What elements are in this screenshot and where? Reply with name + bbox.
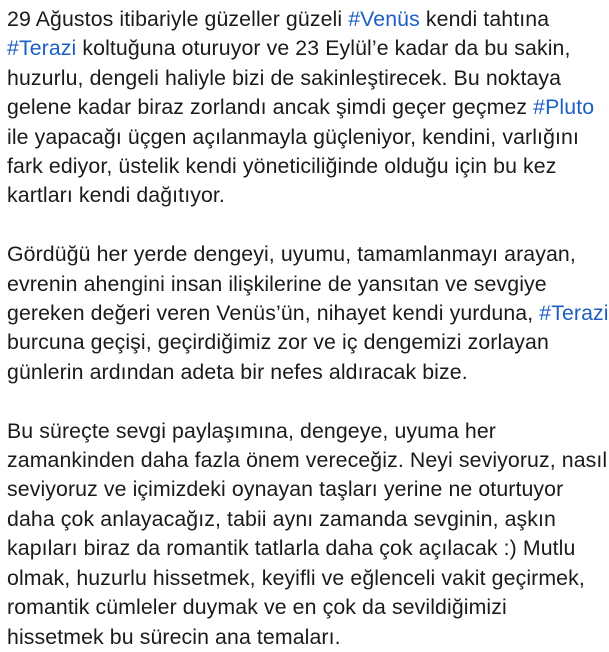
hashtag-terazi[interactable]: #Terazi (7, 36, 77, 61)
text-line: Gördüğü her yerde dengeyi, uyumu, tamamlanmayı arayan, (7, 242, 576, 267)
text-line: 29 Ağustos itibariyle güzeller güzeli #Venüs kendi tahtına (7, 7, 550, 31)
text-line: hissetmek bu sürecin ana temaları. (7, 624, 341, 649)
text-line: günlerin ardından adeta bir nefes aldıracak bize. (7, 359, 468, 384)
text-line: #Terazi koltuğuna oturuyor ve 23 Eylül’e kadar da bu sakin, (7, 36, 571, 61)
text-line: seviyoruz ve içimizdeki oynayan taşları yerine ne oturtuyor (7, 477, 564, 502)
text-line: romantik cümleler duymak ve en çok da sevildiğimizi (7, 595, 507, 620)
text-line: kartları kendi dağıtıyor. (7, 183, 225, 208)
text-line: fark ediyor, üstelik kendi yöneticiliğinde olduğu için bu kez (7, 154, 557, 179)
hashtag-pluto[interactable]: #Pluto (533, 95, 595, 120)
text-line: ile yapacağı üçgen açılanmayla güçleniyor, kendini, varlığını (7, 124, 579, 149)
text-line: gereken değeri veren Venüs’ün, nihayet kendi yurduna, #Terazi (7, 301, 609, 326)
hashtag-venus[interactable]: #Venüs (348, 7, 420, 31)
paragraph (7, 417, 608, 652)
text-line: evrenin ahengini insan ilişkilerine de yansıtan ve sevgiye (7, 271, 547, 296)
paragraph (7, 240, 609, 387)
text-line: kapıları biraz da romantik tatlarla daha çok açılacak :) Mutlu (7, 536, 576, 561)
text-line: zamankinden daha fazla önem vereceğiz. Neyi seviyoruz, nasıl (7, 448, 608, 473)
paragraph (7, 5, 597, 211)
text-line: gelene kadar biraz zorlandı ancak şimdi geçer geçmez #Pluto (7, 95, 595, 120)
text-line: burcuna geçişi, geçirdiğimiz zor ve iç dengemizi zorlayan (7, 330, 549, 355)
text-line: Bu süreçte sevgi paylaşımına, dengeye, uyuma her (7, 418, 496, 443)
post-body (7, 5, 609, 652)
text-line: daha çok anlayacağız, tabii aynı zamanda sevginin, aşkın (7, 506, 557, 531)
text-line: huzurlu, dengeli haliyle bizi de sakinleştirecek. Bu noktaya (7, 65, 562, 90)
text-line: olmak, huzurlu hissetmek, keyifli ve eğlenceli vakit geçirmek, (7, 565, 585, 590)
hashtag-terazi[interactable]: #Terazi (539, 301, 609, 326)
